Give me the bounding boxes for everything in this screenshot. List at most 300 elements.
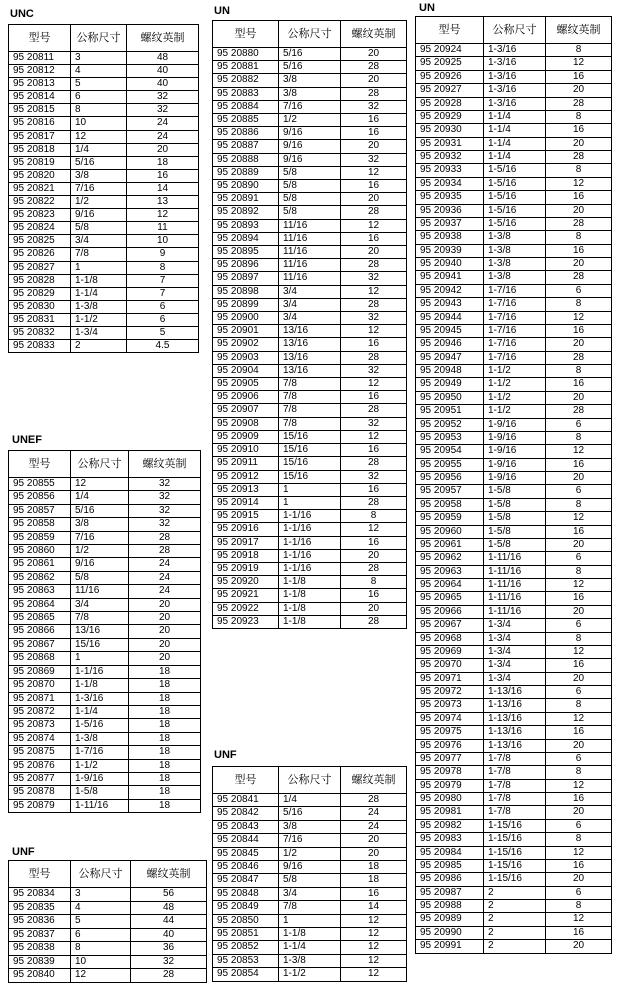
model-cell: 95 20955 [416, 458, 484, 471]
table-row [9, 117, 199, 130]
table-header-row [9, 451, 201, 478]
table-row [213, 430, 407, 443]
threads-per-inch-cell: 14 [127, 182, 199, 195]
nominal-size-cell: 1-1/8 [279, 589, 341, 602]
table-row [213, 206, 407, 219]
table-row [9, 732, 201, 745]
threads-per-inch-cell: 8 [341, 576, 407, 589]
model-cell: 95 20879 [9, 799, 71, 812]
nominal-size-cell: 2 [484, 913, 546, 926]
nominal-size-cell: 1-15/16 [484, 859, 546, 872]
threads-per-inch-cell: 18 [129, 665, 201, 678]
model-cell: 95 20892 [213, 206, 279, 219]
nominal-size-cell: 1-7/16 [71, 746, 129, 759]
section-title-un-right: UN [419, 2, 435, 14]
threads-per-inch-cell: 18 [129, 786, 201, 799]
table-row [416, 231, 612, 244]
nominal-size-cell: 1-1/4 [279, 941, 341, 954]
model-cell: 95 20811 [9, 52, 71, 65]
table-row [416, 712, 612, 725]
threads-per-inch-cell: 20 [127, 143, 199, 156]
table-row [416, 833, 612, 846]
table-row [213, 510, 407, 523]
thread-spec-table [212, 20, 407, 629]
table-row [9, 326, 199, 339]
nominal-size-cell: 1-1/2 [484, 391, 546, 404]
threads-per-inch-cell: 32 [341, 272, 407, 285]
table-row [9, 518, 201, 531]
model-cell: 95 20827 [9, 261, 71, 274]
nominal-size-cell: 3/8 [71, 169, 127, 182]
model-cell: 95 20816 [9, 117, 71, 130]
table-row [213, 351, 407, 364]
threads-per-inch-cell: 16 [546, 793, 612, 806]
threads-per-inch-cell: 32 [341, 100, 407, 113]
table-row [416, 204, 612, 217]
threads-per-inch-cell: 44 [131, 915, 207, 929]
nominal-size-cell: 1-5/8 [484, 512, 546, 525]
threads-per-inch-cell: 28 [341, 206, 407, 219]
model-cell: 95 20956 [416, 472, 484, 485]
model-cell: 95 20874 [9, 732, 71, 745]
table-row [416, 726, 612, 739]
model-cell: 95 20828 [9, 274, 71, 287]
table-row [416, 110, 612, 123]
nominal-size-cell: 1-5/16 [484, 164, 546, 177]
nominal-size-cell: 1/2 [279, 114, 341, 127]
nominal-size-cell: 9/16 [279, 153, 341, 166]
threads-per-inch-cell: 40 [127, 78, 199, 91]
table-row [213, 483, 407, 496]
model-cell: 95 20834 [9, 888, 71, 902]
nominal-size-cell: 6 [71, 91, 127, 104]
threads-per-inch-cell: 16 [546, 726, 612, 739]
nominal-size-cell: 3 [71, 52, 127, 65]
table-row [213, 589, 407, 602]
threads-per-inch-cell: 28 [341, 61, 407, 74]
model-cell: 95 20939 [416, 244, 484, 257]
model-cell: 95 20817 [9, 130, 71, 143]
nominal-size-cell: 10 [71, 955, 131, 969]
nominal-size-cell: 11/16 [279, 219, 341, 232]
model-cell: 95 20900 [213, 312, 279, 325]
table-row [9, 888, 207, 902]
threads-per-inch-cell: 12 [546, 445, 612, 458]
threads-per-inch-cell: 16 [546, 324, 612, 337]
threads-per-inch-cell: 16 [546, 458, 612, 471]
model-cell: 95 20847 [213, 874, 279, 887]
table-row [416, 779, 612, 792]
threads-per-inch-cell: 8 [546, 565, 612, 578]
table-row [213, 807, 407, 820]
model-cell: 95 20954 [416, 445, 484, 458]
table-row [416, 605, 612, 618]
model-cell: 95 20812 [9, 65, 71, 78]
model-cell: 95 20815 [9, 104, 71, 117]
table-row [416, 632, 612, 645]
nominal-size-cell: 3/4 [71, 235, 127, 248]
table-row [9, 300, 199, 313]
threads-per-inch-cell: 12 [341, 219, 407, 232]
model-cell: 95 20912 [213, 470, 279, 483]
threads-per-inch-cell: 8 [546, 766, 612, 779]
nominal-size-cell: 1-1/4 [71, 705, 129, 718]
table-row [416, 244, 612, 257]
model-cell: 95 20851 [213, 928, 279, 941]
table-row [213, 404, 407, 417]
model-cell: 95 20918 [213, 549, 279, 562]
model-cell: 95 20862 [9, 571, 71, 584]
model-cell: 95 20907 [213, 404, 279, 417]
nominal-size-cell: 1-9/16 [484, 472, 546, 485]
nominal-size-cell: 1-5/8 [71, 786, 129, 799]
threads-per-inch-cell: 36 [131, 942, 207, 956]
table-row [213, 338, 407, 351]
model-cell: 95 20852 [213, 941, 279, 954]
nominal-size-cell: 1-3/8 [279, 954, 341, 967]
threads-per-inch-cell: 16 [341, 180, 407, 193]
model-cell: 95 20824 [9, 222, 71, 235]
nominal-size-cell: 1-7/16 [484, 311, 546, 324]
model-cell: 95 20856 [9, 491, 71, 504]
threads-per-inch-cell: 16 [546, 244, 612, 257]
threads-per-inch-cell: 8 [546, 431, 612, 444]
nominal-size-cell: 3/8 [279, 820, 341, 833]
model-cell: 95 20878 [9, 786, 71, 799]
table-header-row [213, 767, 407, 794]
nominal-size-cell: 2 [71, 340, 127, 353]
model-cell: 95 20991 [416, 940, 484, 953]
model-cell: 95 20904 [213, 364, 279, 377]
model-cell: 95 20869 [9, 665, 71, 678]
model-cell: 95 20842 [213, 807, 279, 820]
table-row [9, 915, 207, 929]
model-cell: 95 20913 [213, 483, 279, 496]
nominal-size-cell: 1-3/8 [71, 732, 129, 745]
table-row [9, 759, 201, 772]
threads-per-inch-cell: 56 [131, 888, 207, 902]
model-cell: 95 20927 [416, 84, 484, 97]
model-cell: 95 20855 [9, 478, 71, 491]
table-row [9, 942, 207, 956]
model-cell: 95 20829 [9, 287, 71, 300]
table-row [9, 772, 201, 785]
table-row [416, 338, 612, 351]
table-row [213, 615, 407, 628]
model-cell: 95 20841 [213, 794, 279, 807]
nominal-size-cell: 1-1/16 [279, 523, 341, 536]
nominal-size-cell: 3/4 [279, 887, 341, 900]
nominal-size-cell: 7/8 [279, 901, 341, 914]
threads-per-inch-cell: 28 [341, 404, 407, 417]
table-row [213, 874, 407, 887]
table-row [213, 127, 407, 140]
table-row [9, 558, 201, 571]
table-row [416, 84, 612, 97]
threads-per-inch-cell: 12 [546, 913, 612, 926]
table-row [9, 196, 199, 209]
header-model: 型号 [9, 451, 71, 478]
model-cell: 95 20981 [416, 806, 484, 819]
nominal-size-cell: 1-7/8 [484, 779, 546, 792]
nominal-size-cell: 11/16 [71, 585, 129, 598]
model-cell: 95 20950 [416, 391, 484, 404]
table-row [213, 298, 407, 311]
table-row [416, 752, 612, 765]
nominal-size-cell: 13/16 [279, 338, 341, 351]
model-cell: 95 20825 [9, 235, 71, 248]
nominal-size-cell: 1-7/8 [484, 793, 546, 806]
model-cell: 95 20923 [213, 615, 279, 628]
nominal-size-cell: 3/4 [71, 598, 129, 611]
header-threads-per-inch: 螺纹英制 [131, 861, 207, 888]
threads-per-inch-cell: 20 [546, 806, 612, 819]
model-cell: 95 20868 [9, 652, 71, 665]
model-cell: 95 20899 [213, 298, 279, 311]
threads-per-inch-cell: 12 [546, 712, 612, 725]
nominal-size-cell: 9/16 [279, 140, 341, 153]
table-row [416, 97, 612, 110]
model-cell: 95 20965 [416, 592, 484, 605]
nominal-size-cell: 3/4 [279, 298, 341, 311]
model-cell: 95 20861 [9, 558, 71, 571]
nominal-size-cell: 11/16 [279, 259, 341, 272]
nominal-size-cell: 9/16 [71, 209, 127, 222]
threads-per-inch-cell: 16 [341, 483, 407, 496]
model-cell: 95 20901 [213, 325, 279, 338]
nominal-size-cell: 1-1/4 [484, 151, 546, 164]
model-cell: 95 20961 [416, 538, 484, 551]
table-header-row [213, 21, 407, 48]
nominal-size-cell: 5/16 [279, 807, 341, 820]
threads-per-inch-cell: 8 [546, 365, 612, 378]
model-cell: 95 20832 [9, 326, 71, 339]
nominal-size-cell: 1-5/8 [484, 525, 546, 538]
header-nominal-size: 公称尺寸 [279, 767, 341, 794]
section-title-unef: UNEF [12, 434, 42, 446]
table-row [213, 140, 407, 153]
nominal-size-cell: 1-1/16 [279, 549, 341, 562]
table-row [9, 313, 199, 326]
nominal-size-cell: 1-3/8 [484, 271, 546, 284]
model-cell: 95 20859 [9, 531, 71, 544]
model-cell: 95 20835 [9, 901, 71, 915]
table-row [9, 478, 201, 491]
nominal-size-cell: 10 [71, 117, 127, 130]
threads-per-inch-cell: 18 [129, 705, 201, 718]
threads-per-inch-cell: 16 [341, 589, 407, 602]
nominal-size-cell: 1-7/16 [484, 351, 546, 364]
model-cell: 95 20966 [416, 605, 484, 618]
table-row [416, 57, 612, 70]
threads-per-inch-cell: 16 [341, 127, 407, 140]
nominal-size-cell: 12 [71, 130, 127, 143]
table-row [9, 340, 199, 353]
threads-per-inch-cell: 16 [341, 444, 407, 457]
model-cell: 95 20911 [213, 457, 279, 470]
table-row [416, 873, 612, 886]
table-row [416, 793, 612, 806]
nominal-size-cell: 1-5/8 [484, 538, 546, 551]
nominal-size-cell: 15/16 [279, 470, 341, 483]
model-cell: 95 20988 [416, 900, 484, 913]
table-row [9, 104, 199, 117]
model-cell: 95 20952 [416, 418, 484, 431]
nominal-size-cell: 7/8 [279, 417, 341, 430]
threads-per-inch-cell: 18 [129, 679, 201, 692]
model-cell: 95 20906 [213, 391, 279, 404]
model-cell: 95 20970 [416, 659, 484, 672]
threads-per-inch-cell: 4.5 [127, 340, 199, 353]
nominal-size-cell: 7/16 [71, 531, 129, 544]
model-cell: 95 20926 [416, 70, 484, 83]
nominal-size-cell: 1-1/2 [484, 378, 546, 391]
table-row [213, 272, 407, 285]
threads-per-inch-cell: 24 [127, 130, 199, 143]
model-cell: 95 20830 [9, 300, 71, 313]
threads-per-inch-cell: 28 [129, 545, 201, 558]
table-row [213, 61, 407, 74]
threads-per-inch-cell: 18 [127, 156, 199, 169]
table-row [416, 552, 612, 565]
nominal-size-cell: 1-5/8 [484, 498, 546, 511]
nominal-size-cell: 5/8 [279, 206, 341, 219]
table-row [213, 87, 407, 100]
model-cell: 95 20902 [213, 338, 279, 351]
threads-per-inch-cell: 8 [127, 261, 199, 274]
model-cell: 95 20978 [416, 766, 484, 779]
thread-table-unc [8, 24, 199, 353]
table-row [416, 940, 612, 953]
nominal-size-cell: 1-1/2 [484, 365, 546, 378]
table-row [416, 846, 612, 859]
nominal-size-cell: 5/8 [279, 180, 341, 193]
threads-per-inch-cell: 20 [341, 602, 407, 615]
threads-per-inch-cell: 16 [546, 659, 612, 672]
table-row [9, 182, 199, 195]
threads-per-inch-cell: 20 [129, 652, 201, 665]
threads-per-inch-cell: 20 [341, 549, 407, 562]
threads-per-inch-cell: 20 [546, 873, 612, 886]
nominal-size-cell: 1-9/16 [484, 458, 546, 471]
threads-per-inch-cell: 18 [129, 692, 201, 705]
nominal-size-cell: 5/16 [71, 156, 127, 169]
table-row [416, 298, 612, 311]
model-cell: 95 20866 [9, 625, 71, 638]
table-row [416, 217, 612, 230]
table-row [416, 525, 612, 538]
nominal-size-cell: 15/16 [279, 457, 341, 470]
threads-per-inch-cell: 32 [129, 504, 201, 517]
nominal-size-cell: 1-5/16 [484, 204, 546, 217]
nominal-size-cell: 1 [279, 496, 341, 509]
threads-per-inch-cell: 12 [341, 954, 407, 967]
table-row [213, 153, 407, 166]
table-row [416, 151, 612, 164]
model-cell: 95 20920 [213, 576, 279, 589]
threads-per-inch-cell: 8 [546, 164, 612, 177]
threads-per-inch-cell: 32 [129, 518, 201, 531]
nominal-size-cell: 1 [279, 914, 341, 927]
threads-per-inch-cell: 10 [127, 235, 199, 248]
threads-per-inch-cell: 20 [546, 605, 612, 618]
table-row [213, 536, 407, 549]
nominal-size-cell: 1-1/4 [484, 137, 546, 150]
nominal-size-cell: 2 [484, 900, 546, 913]
model-cell: 95 20881 [213, 61, 279, 74]
table-row [213, 457, 407, 470]
thread-table-unf-middle [212, 766, 407, 982]
threads-per-inch-cell: 12 [546, 779, 612, 792]
model-cell: 95 20962 [416, 552, 484, 565]
model-cell: 95 20953 [416, 431, 484, 444]
model-cell: 95 20883 [213, 87, 279, 100]
model-cell: 95 20844 [213, 834, 279, 847]
model-cell: 95 20977 [416, 752, 484, 765]
table-row [9, 598, 201, 611]
model-cell: 95 20813 [9, 78, 71, 91]
table-row [416, 659, 612, 672]
threads-per-inch-cell: 12 [341, 325, 407, 338]
model-cell: 95 20854 [213, 968, 279, 981]
threads-per-inch-cell: 6 [127, 313, 199, 326]
nominal-size-cell: 1-11/16 [484, 605, 546, 618]
threads-per-inch-cell: 16 [341, 391, 407, 404]
nominal-size-cell: 1-11/16 [484, 592, 546, 605]
nominal-size-cell: 5/8 [279, 166, 341, 179]
header-model: 型号 [213, 767, 279, 794]
threads-per-inch-cell: 12 [341, 430, 407, 443]
threads-per-inch-cell: 20 [546, 940, 612, 953]
table-row [213, 180, 407, 193]
threads-per-inch-cell: 28 [546, 217, 612, 230]
table-row [416, 859, 612, 872]
threads-per-inch-cell: 48 [131, 901, 207, 915]
model-cell: 95 20889 [213, 166, 279, 179]
model-cell: 95 20838 [9, 942, 71, 956]
table-row [416, 164, 612, 177]
nominal-size-cell: 11/16 [279, 232, 341, 245]
table-row [9, 209, 199, 222]
header-nominal-size: 公称尺寸 [71, 451, 129, 478]
section-title-unf-left: UNF [12, 846, 35, 858]
nominal-size-cell: 3/4 [279, 312, 341, 325]
model-cell: 95 20940 [416, 258, 484, 271]
nominal-size-cell: 1-7/8 [484, 752, 546, 765]
table-row [213, 847, 407, 860]
model-cell: 95 20948 [416, 365, 484, 378]
table-row [9, 571, 201, 584]
threads-per-inch-cell: 8 [546, 44, 612, 57]
table-row [213, 232, 407, 245]
nominal-size-cell: 1-15/16 [484, 833, 546, 846]
threads-per-inch-cell: 8 [546, 632, 612, 645]
table-row [9, 612, 201, 625]
nominal-size-cell: 1-1/4 [484, 110, 546, 123]
table-row [416, 445, 612, 458]
table-row [213, 114, 407, 127]
model-cell: 95 20891 [213, 193, 279, 206]
nominal-size-cell: 5/8 [71, 571, 129, 584]
table-row [213, 246, 407, 259]
model-cell: 95 20864 [9, 598, 71, 611]
threads-per-inch-cell: 28 [341, 351, 407, 364]
table-row [9, 786, 201, 799]
nominal-size-cell: 5/16 [279, 48, 341, 61]
model-cell: 95 20839 [9, 955, 71, 969]
threads-per-inch-cell: 20 [341, 246, 407, 259]
nominal-size-cell: 7/16 [71, 182, 127, 195]
